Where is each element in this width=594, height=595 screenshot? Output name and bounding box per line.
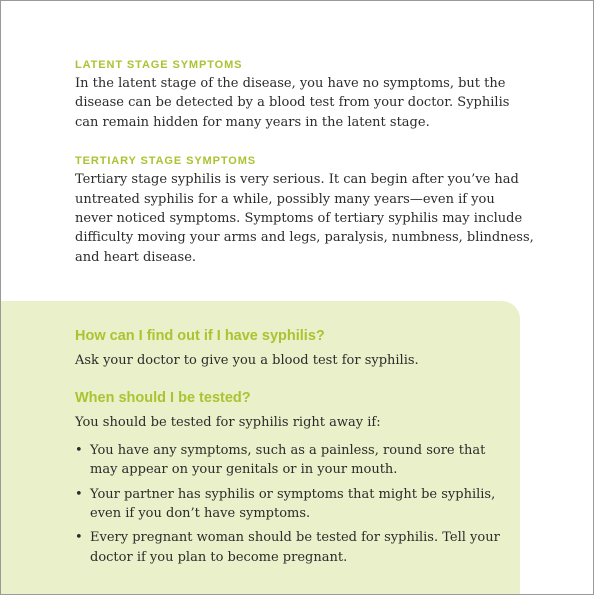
testing-callout-box (1, 301, 520, 595)
callout-content (75, 327, 505, 572)
list-item-text: Every pregnant woman should be tested for syphilis. Tell your doctor if you plan to become pregnant. (90, 530, 500, 565)
list-item (75, 485, 505, 524)
find-out-question-heading: How can I find out if I have syphilis? (75, 328, 325, 344)
latent-stage-paragraph: In the latent stage of the disease, you have no symptoms, but the disease can be detected by a blood test from your doctor. Syphilis can remain hidden for many years in the latent stage. (75, 76, 510, 130)
latent-stage-heading: LATENT STAGE SYMPTOMS (75, 59, 243, 71)
question-spacer (75, 370, 505, 389)
when-tested-intro: You should be tested for syphilis right away if: (75, 415, 381, 431)
tertiary-stage-heading: TERTIARY STAGE SYMPTOMS (75, 155, 257, 168)
bullet-icon: • (75, 442, 83, 458)
section-spacer (75, 132, 535, 154)
list-item (75, 441, 505, 480)
when-tested-question-heading: When should I be tested? (75, 390, 251, 407)
find-out-answer: Ask your doctor to give you a blood test for syphilis. (75, 353, 419, 368)
list-item (75, 528, 505, 567)
list-item-text: You have any symptoms, such as a painless, round sore that may appear on your genitals or in your mouth. (90, 442, 486, 478)
tertiary-stage-paragraph: Tertiary stage syphilis is very serious. It can begin after you’ve had untreated syphilis for a while, possibly many years—even if you never noticed symptoms. Symptoms of tertiary syphilis may include difficulty moving your arms and legs, paralysis, numbness, blindness, and heart disease. (75, 172, 534, 265)
symptoms-section (75, 58, 535, 267)
bullet-icon: • (75, 530, 83, 546)
bullet-icon: • (75, 486, 83, 502)
testing-reasons-list (75, 441, 505, 567)
list-item-text: Your partner has syphilis or symptoms that might be syphilis, even if you don’t have symptoms. (90, 486, 496, 522)
